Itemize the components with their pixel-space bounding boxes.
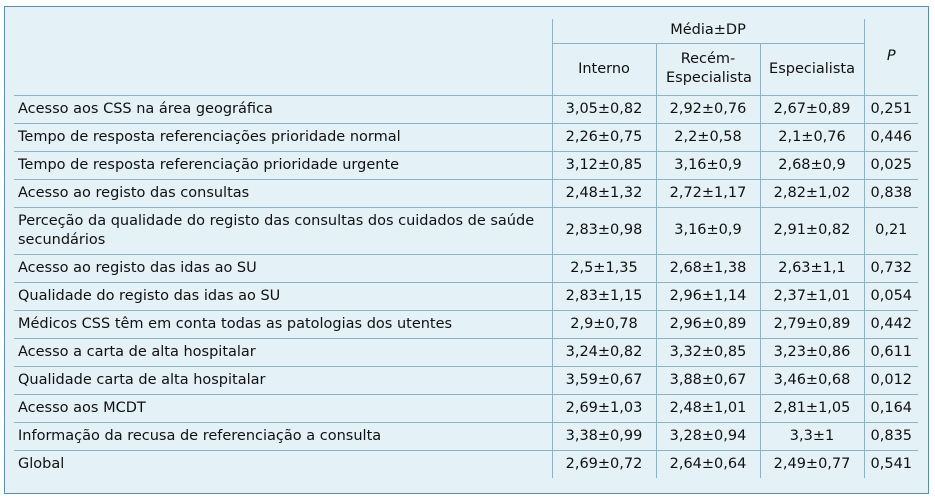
- table-row: [14, 394, 918, 422]
- cell-interno: 3,59±0,67: [552, 366, 656, 394]
- cell-especialista: 2,67±0,89: [760, 95, 864, 123]
- row-label: Acesso aos CSS na área geográfica: [14, 95, 552, 123]
- table-row: [14, 310, 918, 338]
- table-row: [14, 366, 918, 394]
- row-label: Acesso a carta de alta hospitalar: [14, 338, 552, 366]
- table-row: [14, 207, 918, 254]
- cell-especialista: 2,37±1,01: [760, 282, 864, 310]
- row-label: Global: [14, 450, 552, 478]
- cell-interno: 2,9±0,78: [552, 310, 656, 338]
- table-row: [14, 422, 918, 450]
- cell-recem-especialista: 3,32±0,85: [656, 338, 760, 366]
- cell-recem-especialista: 3,88±0,67: [656, 366, 760, 394]
- cell-especialista: 3,3±1: [760, 422, 864, 450]
- row-label: Acesso ao registo das idas ao SU: [14, 254, 552, 282]
- cell-p-value: 0,835: [864, 422, 918, 450]
- table-row: [14, 151, 918, 179]
- p-value-header: P: [864, 19, 918, 95]
- cell-interno: 2,26±0,75: [552, 123, 656, 151]
- cell-p-value: 0,442: [864, 310, 918, 338]
- row-label: Qualidade carta de alta hospitalar: [14, 366, 552, 394]
- cell-p-value: 0,446: [864, 123, 918, 151]
- cell-p-value: 0,21: [864, 207, 918, 254]
- cell-recem-especialista: 2,48±1,01: [656, 394, 760, 422]
- cell-interno: 2,83±1,15: [552, 282, 656, 310]
- row-label: Acesso aos MCDT: [14, 394, 552, 422]
- cell-recem-especialista: 2,72±1,17: [656, 179, 760, 207]
- cell-recem-especialista: 2,68±1,38: [656, 254, 760, 282]
- cell-p-value: 0,164: [864, 394, 918, 422]
- group-header-media-dp: Média±DP: [552, 19, 864, 43]
- cell-p-value: 0,838: [864, 179, 918, 207]
- row-label: Qualidade do registo das idas ao SU: [14, 282, 552, 310]
- row-label-header: [14, 19, 552, 95]
- row-label: Tempo de resposta referenciação prioridade urgente: [14, 151, 552, 179]
- cell-especialista: 2,81±1,05: [760, 394, 864, 422]
- cell-interno: 3,05±0,82: [552, 95, 656, 123]
- cell-interno: 3,38±0,99: [552, 422, 656, 450]
- table-row: [14, 450, 918, 478]
- cell-especialista: 2,79±0,89: [760, 310, 864, 338]
- cell-p-value: 0,054: [864, 282, 918, 310]
- cell-especialista: 2,49±0,77: [760, 450, 864, 478]
- column-header-label: Recém-Especialista: [666, 51, 752, 86]
- cell-interno: 2,48±1,32: [552, 179, 656, 207]
- table-row: [14, 95, 918, 123]
- cell-p-value: 0,732: [864, 254, 918, 282]
- cell-interno: 2,83±0,98: [552, 207, 656, 254]
- data-table: [14, 19, 918, 478]
- row-label: Acesso ao registo das consultas: [14, 179, 552, 207]
- row-label: Perceção da qualidade do registo das consultas dos cuidados de saúde secundários: [14, 207, 552, 254]
- column-header-recem-especialista: [656, 43, 760, 95]
- cell-especialista: 2,1±0,76: [760, 123, 864, 151]
- cell-recem-especialista: 3,16±0,9: [656, 207, 760, 254]
- cell-especialista: 3,23±0,86: [760, 338, 864, 366]
- cell-interno: 3,12±0,85: [552, 151, 656, 179]
- cell-interno: 3,24±0,82: [552, 338, 656, 366]
- cell-p-value: 0,251: [864, 95, 918, 123]
- cell-interno: 2,69±1,03: [552, 394, 656, 422]
- table-panel: [4, 6, 929, 494]
- table-row: [14, 179, 918, 207]
- table-body: [14, 95, 918, 478]
- cell-recem-especialista: 2,2±0,58: [656, 123, 760, 151]
- cell-especialista: 2,68±0,9: [760, 151, 864, 179]
- column-header-interno: Interno: [552, 43, 656, 95]
- cell-interno: 2,5±1,35: [552, 254, 656, 282]
- cell-p-value: 0,541: [864, 450, 918, 478]
- cell-recem-especialista: 3,28±0,94: [656, 422, 760, 450]
- column-header-especialista: Especialista: [760, 43, 864, 95]
- cell-especialista: 2,82±1,02: [760, 179, 864, 207]
- cell-especialista: 2,91±0,82: [760, 207, 864, 254]
- cell-p-value: 0,012: [864, 366, 918, 394]
- cell-p-value: 0,025: [864, 151, 918, 179]
- row-label: Médicos CSS têm em conta todas as patologias dos utentes: [14, 310, 552, 338]
- cell-recem-especialista: 2,64±0,64: [656, 450, 760, 478]
- cell-especialista: 3,46±0,68: [760, 366, 864, 394]
- cell-recem-especialista: 2,92±0,76: [656, 95, 760, 123]
- table-row: [14, 254, 918, 282]
- cell-recem-especialista: 2,96±1,14: [656, 282, 760, 310]
- table-row: [14, 282, 918, 310]
- cell-interno: 2,69±0,72: [552, 450, 656, 478]
- cell-p-value: 0,611: [864, 338, 918, 366]
- cell-recem-especialista: 3,16±0,9: [656, 151, 760, 179]
- cell-especialista: 2,63±1,1: [760, 254, 864, 282]
- table-row: [14, 338, 918, 366]
- table-row: [14, 123, 918, 151]
- row-label: Tempo de resposta referenciações prioridade normal: [14, 123, 552, 151]
- cell-recem-especialista: 2,96±0,89: [656, 310, 760, 338]
- row-label: Informação da recusa de referenciação a consulta: [14, 422, 552, 450]
